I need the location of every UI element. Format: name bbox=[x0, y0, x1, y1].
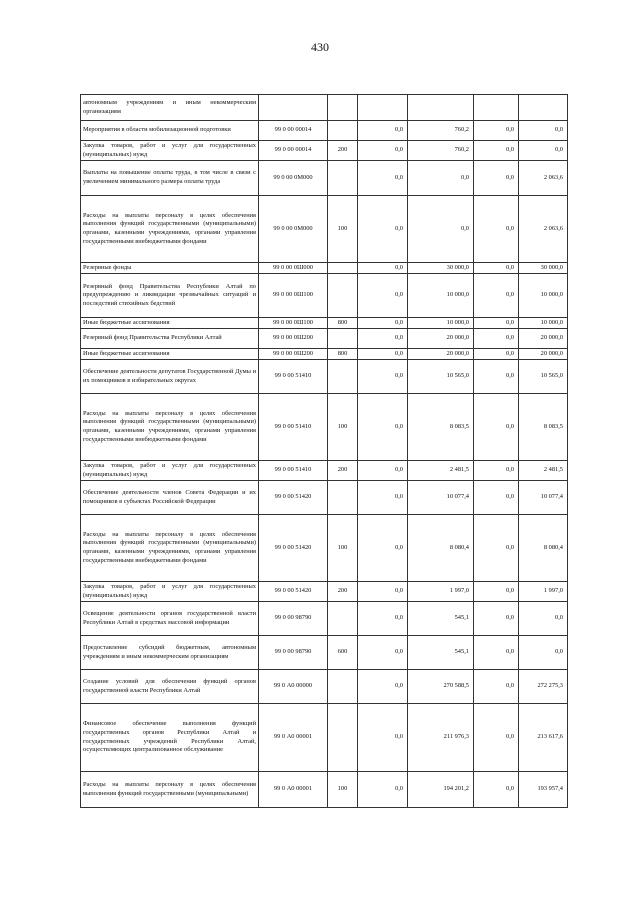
row-expense-type-cell bbox=[328, 161, 358, 196]
row-value-1-cell: 0,0 bbox=[358, 394, 408, 461]
row-value-3-cell: 0,0 bbox=[474, 636, 519, 670]
row-value-4-cell: 213 617,6 bbox=[519, 704, 568, 772]
row-expense-type-cell: 200 bbox=[328, 461, 358, 481]
row-value-4-cell: 0,0 bbox=[519, 121, 568, 141]
table-row bbox=[81, 329, 568, 349]
row-code-cell: 99 0 00 51420 bbox=[259, 481, 328, 515]
row-value-1-cell: 0,0 bbox=[358, 670, 408, 704]
row-value-3-cell: 0,0 bbox=[474, 582, 519, 602]
row-value-4-cell: 20 000,0 bbox=[519, 349, 568, 360]
row-value-1-cell bbox=[358, 95, 408, 121]
row-value-1-cell: 0,0 bbox=[358, 274, 408, 318]
row-code-cell: 99 0 00 51410 bbox=[259, 461, 328, 481]
row-name-cell: Закупка товаров, работ и услуг для государственных (муниципальных) нужд bbox=[81, 582, 259, 602]
row-value-1-cell: 0,0 bbox=[358, 602, 408, 636]
row-value-2-cell: 2 481,5 bbox=[408, 461, 474, 481]
row-value-2-cell: 10 000,0 bbox=[408, 318, 474, 329]
table-row bbox=[81, 704, 568, 772]
row-value-3-cell: 0,0 bbox=[474, 394, 519, 461]
row-expense-type-cell: 100 bbox=[328, 772, 358, 808]
row-value-1-cell: 0,0 bbox=[358, 318, 408, 329]
row-value-1-cell: 0,0 bbox=[358, 582, 408, 602]
row-value-4-cell: 10 565,0 bbox=[519, 360, 568, 394]
row-value-4-cell: 30 000,0 bbox=[519, 263, 568, 274]
table-row bbox=[81, 670, 568, 704]
row-value-1-cell: 0,0 bbox=[358, 772, 408, 808]
row-value-3-cell: 0,0 bbox=[474, 349, 519, 360]
row-name-cell: Резервный фонд Правительства Республики Алтай по предупреждению и ликвидации чрезвычайных ситуаций и последствий стихийных бедствий bbox=[81, 274, 259, 318]
table-row bbox=[81, 263, 568, 274]
table-row bbox=[81, 161, 568, 196]
row-value-4-cell: 10 000,0 bbox=[519, 318, 568, 329]
row-value-4-cell: 2 063,6 bbox=[519, 196, 568, 263]
row-expense-type-cell bbox=[328, 263, 358, 274]
row-name-cell: автономным учреждениям и иным некоммерческим организациям bbox=[81, 95, 259, 121]
table-row bbox=[81, 394, 568, 461]
row-value-1-cell: 0,0 bbox=[358, 329, 408, 349]
row-name-cell: Финансовое обеспечение выполнения функций государственных органов Республики Алтай и государственных учреждений Республики Алтай, осуществляющих централизованное обслуживание bbox=[81, 704, 259, 772]
table-row bbox=[81, 121, 568, 141]
row-value-1-cell: 0,0 bbox=[358, 263, 408, 274]
row-value-1-cell: 0,0 bbox=[358, 704, 408, 772]
row-value-2-cell: 10 000,0 bbox=[408, 274, 474, 318]
row-expense-type-cell bbox=[328, 704, 358, 772]
row-code-cell: 99 0 00 51420 bbox=[259, 515, 328, 582]
row-name-cell: Обеспечение деятельности депутатов Государственной Думы и их помощников в избирательных округах bbox=[81, 360, 259, 394]
row-code-cell: 99 0 А0 00001 bbox=[259, 704, 328, 772]
row-expense-type-cell bbox=[328, 481, 358, 515]
row-value-2-cell: 760,2 bbox=[408, 121, 474, 141]
row-name-cell: Резервный фонд Правительства Республики Алтай bbox=[81, 329, 259, 349]
table-row bbox=[81, 95, 568, 121]
row-code-cell: 99 0 00 98790 bbox=[259, 636, 328, 670]
table-row bbox=[81, 141, 568, 161]
row-value-3-cell: 0,0 bbox=[474, 329, 519, 349]
row-value-2-cell: 545,1 bbox=[408, 636, 474, 670]
row-code-cell: 99 0 00 00014 bbox=[259, 121, 328, 141]
row-value-1-cell: 0,0 bbox=[358, 515, 408, 582]
row-expense-type-cell bbox=[328, 121, 358, 141]
row-value-2-cell: 760,2 bbox=[408, 141, 474, 161]
row-expense-type-cell bbox=[328, 602, 358, 636]
row-expense-type-cell bbox=[328, 329, 358, 349]
row-value-1-cell: 0,0 bbox=[358, 360, 408, 394]
row-code-cell bbox=[259, 95, 328, 121]
row-code-cell: 99 0 00 0М000 bbox=[259, 161, 328, 196]
table-row bbox=[81, 196, 568, 263]
row-value-3-cell: 0,0 bbox=[474, 121, 519, 141]
row-value-1-cell: 0,0 bbox=[358, 481, 408, 515]
row-value-4-cell: 0,0 bbox=[519, 602, 568, 636]
row-name-cell: Расходы на выплаты персоналу в целях обеспечения выполнения функций государственными (муниципальными) органами, казенными учреждениями, органами управления государственными внебюджетными фондами bbox=[81, 515, 259, 582]
row-expense-type-cell: 200 bbox=[328, 582, 358, 602]
row-name-cell: Закупка товаров, работ и услуг для государственных (муниципальных) нужд bbox=[81, 461, 259, 481]
row-value-4-cell: 2 481,5 bbox=[519, 461, 568, 481]
row-value-4-cell: 10 077,4 bbox=[519, 481, 568, 515]
row-code-cell: 99 0 00 0Ш200 bbox=[259, 349, 328, 360]
row-value-3-cell: 0,0 bbox=[474, 318, 519, 329]
table-row bbox=[81, 602, 568, 636]
row-value-1-cell: 0,0 bbox=[358, 121, 408, 141]
table-row bbox=[81, 515, 568, 582]
table-body bbox=[81, 95, 568, 808]
row-value-1-cell: 0,0 bbox=[358, 636, 408, 670]
row-name-cell: Резервные фонды bbox=[81, 263, 259, 274]
page-number: 430 bbox=[311, 40, 329, 54]
row-name-cell: Расходы на выплаты персоналу в целях обеспечения выполнения функций государственными (муниципальными) органами, казенными учреждениями, органами управления государственными внебюджетными фондами bbox=[81, 196, 259, 263]
row-expense-type-cell: 200 bbox=[328, 141, 358, 161]
table-row bbox=[81, 360, 568, 394]
row-value-4-cell: 1 997,0 bbox=[519, 582, 568, 602]
row-code-cell: 99 0 00 0Ш200 bbox=[259, 329, 328, 349]
row-value-2-cell: 10 077,4 bbox=[408, 481, 474, 515]
row-code-cell: 99 0 А0 00001 bbox=[259, 772, 328, 808]
row-name-cell: Закупка товаров, работ и услуг для государственных (муниципальных) нужд bbox=[81, 141, 259, 161]
row-value-4-cell: 10 000,0 bbox=[519, 274, 568, 318]
row-value-2-cell: 545,1 bbox=[408, 602, 474, 636]
row-value-3-cell: 0,0 bbox=[474, 274, 519, 318]
row-value-2-cell: 194 201,2 bbox=[408, 772, 474, 808]
row-value-4-cell bbox=[519, 95, 568, 121]
row-code-cell: 99 0 00 51420 bbox=[259, 582, 328, 602]
row-code-cell: 99 0 00 00014 bbox=[259, 141, 328, 161]
row-value-1-cell: 0,0 bbox=[358, 196, 408, 263]
row-expense-type-cell: 100 bbox=[328, 394, 358, 461]
row-name-cell: Предоставление субсидий бюджетным, автономным учреждениям и иным некоммерческим организациям bbox=[81, 636, 259, 670]
row-expense-type-cell: 100 bbox=[328, 196, 358, 263]
row-code-cell: 99 0 А0 00000 bbox=[259, 670, 328, 704]
row-value-2-cell: 0,0 bbox=[408, 196, 474, 263]
table-row bbox=[81, 636, 568, 670]
row-expense-type-cell: 600 bbox=[328, 636, 358, 670]
row-value-4-cell: 0,0 bbox=[519, 141, 568, 161]
row-name-cell: Создание условий для обеспечения функций органов государственной власти Республики Алтай bbox=[81, 670, 259, 704]
row-name-cell: Обеспечение деятельности членов Совета Федерации и их помощников в субъектах Российской Федерации bbox=[81, 481, 259, 515]
table-row bbox=[81, 772, 568, 808]
table-row bbox=[81, 318, 568, 329]
table-row bbox=[81, 582, 568, 602]
row-value-4-cell: 8 080,4 bbox=[519, 515, 568, 582]
row-expense-type-cell: 100 bbox=[328, 515, 358, 582]
row-value-2-cell: 8 083,5 bbox=[408, 394, 474, 461]
row-value-3-cell: 0,0 bbox=[474, 196, 519, 263]
row-code-cell: 99 0 00 0М000 bbox=[259, 196, 328, 263]
table-row bbox=[81, 481, 568, 515]
row-value-2-cell: 270 588,5 bbox=[408, 670, 474, 704]
row-value-2-cell: 211 976,3 bbox=[408, 704, 474, 772]
row-value-4-cell: 20 000,0 bbox=[519, 329, 568, 349]
row-code-cell: 99 0 00 98790 bbox=[259, 602, 328, 636]
row-value-2-cell: 8 080,4 bbox=[408, 515, 474, 582]
row-value-3-cell: 0,0 bbox=[474, 772, 519, 808]
row-expense-type-cell bbox=[328, 95, 358, 121]
row-value-4-cell: 272 275,3 bbox=[519, 670, 568, 704]
row-code-cell: 99 0 00 0Ш000 bbox=[259, 263, 328, 274]
row-expense-type-cell: 800 bbox=[328, 349, 358, 360]
row-value-3-cell: 0,0 bbox=[474, 670, 519, 704]
row-value-2-cell: 30 000,0 bbox=[408, 263, 474, 274]
table-row bbox=[81, 349, 568, 360]
row-value-4-cell: 0,0 bbox=[519, 636, 568, 670]
row-value-3-cell: 0,0 bbox=[474, 481, 519, 515]
row-value-4-cell: 2 063,6 bbox=[519, 161, 568, 196]
row-value-3-cell: 0,0 bbox=[474, 602, 519, 636]
row-expense-type-cell bbox=[328, 670, 358, 704]
row-value-3-cell: 0,0 bbox=[474, 515, 519, 582]
row-value-2-cell: 0,0 bbox=[408, 161, 474, 196]
row-value-2-cell: 10 565,0 bbox=[408, 360, 474, 394]
row-code-cell: 99 0 00 51410 bbox=[259, 360, 328, 394]
table-row bbox=[81, 274, 568, 318]
row-value-2-cell: 20 000,0 bbox=[408, 329, 474, 349]
row-value-3-cell bbox=[474, 95, 519, 121]
row-value-3-cell: 0,0 bbox=[474, 263, 519, 274]
row-value-3-cell: 0,0 bbox=[474, 704, 519, 772]
row-name-cell: Иные бюджетные ассигнования bbox=[81, 349, 259, 360]
row-value-2-cell: 20 000,0 bbox=[408, 349, 474, 360]
table-row bbox=[81, 461, 568, 481]
row-name-cell: Выплаты на повышение оплаты труда, в том числе в связи с увеличением минимального размера оплаты труда bbox=[81, 161, 259, 196]
row-value-4-cell: 193 957,4 bbox=[519, 772, 568, 808]
row-value-1-cell: 0,0 bbox=[358, 141, 408, 161]
row-code-cell: 99 0 00 51410 bbox=[259, 394, 328, 461]
budget-table bbox=[80, 94, 568, 808]
row-value-1-cell: 0,0 bbox=[358, 461, 408, 481]
row-code-cell: 99 0 00 0Ш100 bbox=[259, 318, 328, 329]
row-name-cell: Мероприятия в области мобилизационной подготовки bbox=[81, 121, 259, 141]
row-value-3-cell: 0,0 bbox=[474, 161, 519, 196]
row-expense-type-cell bbox=[328, 360, 358, 394]
row-value-1-cell: 0,0 bbox=[358, 161, 408, 196]
row-value-2-cell bbox=[408, 95, 474, 121]
row-value-3-cell: 0,0 bbox=[474, 360, 519, 394]
row-expense-type-cell: 800 bbox=[328, 318, 358, 329]
row-name-cell: Освещение деятельности органов государственной власти Республики Алтай в средствах массовой информации bbox=[81, 602, 259, 636]
row-name-cell: Расходы на выплаты персоналу в целях обеспечения выполнения функций государственными (муниципальными) bbox=[81, 772, 259, 808]
row-value-4-cell: 8 083,5 bbox=[519, 394, 568, 461]
row-value-3-cell: 0,0 bbox=[474, 461, 519, 481]
row-name-cell: Иные бюджетные ассигнования bbox=[81, 318, 259, 329]
row-value-1-cell: 0,0 bbox=[358, 349, 408, 360]
row-value-2-cell: 1 997,0 bbox=[408, 582, 474, 602]
row-value-3-cell: 0,0 bbox=[474, 141, 519, 161]
row-code-cell: 99 0 00 0Ш100 bbox=[259, 274, 328, 318]
row-expense-type-cell bbox=[328, 274, 358, 318]
row-name-cell: Расходы на выплаты персоналу в целях обеспечения выполнения функций государственными (муниципальными) органами, казенными учреждениями, органами управления государственными внебюджетными фондами bbox=[81, 394, 259, 461]
